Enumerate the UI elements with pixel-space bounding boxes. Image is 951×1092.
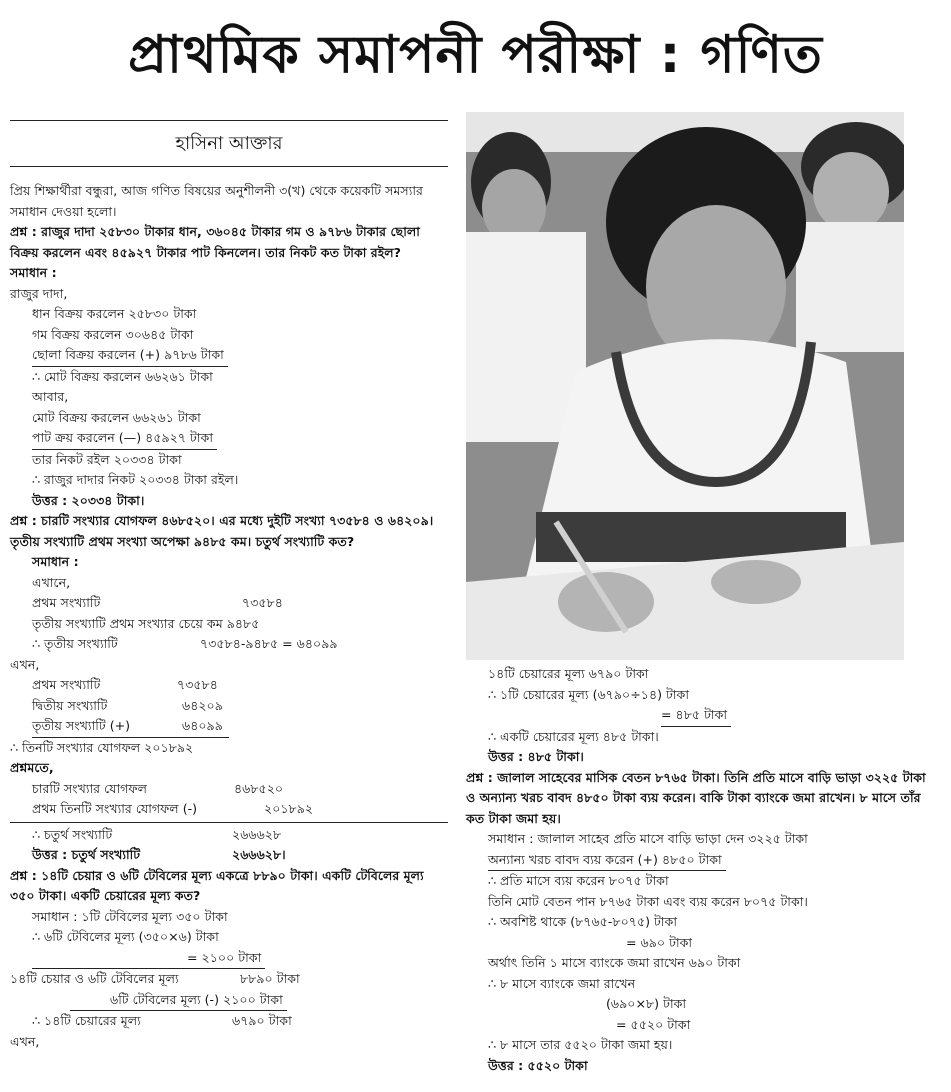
question-4: প্রশ্ন : জালাল সাহেবের মাসিক বেতন ৮৭৬৫ টাকা। তিনি প্রতি মাসে বাড়ি ভাড়া ৩২২৫ টাকা ও অন্যান্য খরচ বাবদ ৪৮৫০ টাকা ব্যয় করেন। বাকি টাকা ব্যাংকে জমা রাখেন। ৮ মাসে তাঁর কত টাকা জমা হয়।	[466, 769, 926, 826]
q2-line: প্রশ্নমতে,	[10, 760, 54, 775]
q2-label: ∴ চতুর্থ সংখ্যাটি	[32, 826, 113, 842]
q4-line: = ৬৯০ টাকা	[626, 934, 693, 950]
byline: হাসিনা আক্তার	[10, 121, 448, 167]
q2-value: ২০১৮৯২	[264, 801, 314, 816]
headline: প্রাথমিক সমাপনী পরীক্ষা : গণিত	[128, 25, 823, 85]
q4-line: ∴ ৮ মাসে ব্যাংকে জমা রাখেন	[488, 975, 636, 991]
q1-line: মোট বিক্রয় করলেন ৬৬২৬১ টাকা	[32, 409, 201, 425]
q3-line: = ২১০০ টাকা	[32, 948, 265, 970]
q1-answer: উত্তর : ২০৩৩৪ টাকা।	[32, 492, 145, 508]
q3-label: ∴ ১৪টি চেয়ারের মূল্য	[32, 1013, 141, 1028]
q2-value: ৭৩৫৮৪	[242, 595, 283, 610]
q2-label: ∴ তৃতীয় সংখ্যাটি	[32, 636, 118, 651]
r-line: = ৪৮৫ টাকা	[661, 705, 731, 727]
q2-label: দ্বিতীয় সংখ্যাটি	[32, 697, 108, 713]
q2-label: চারটি সংখ্যার যোগফল	[32, 780, 147, 796]
q1-line: ছোলা বিক্রয় করলেন (+) ৯৭৮৬ টাকা	[32, 345, 228, 367]
q1-line: তার নিকট রইল ২০৩৩৪ টাকা	[32, 451, 182, 467]
r-line: ∴ ১টি চেয়ারের মূল্য (৬৭৯০÷১৪) টাকা	[488, 686, 690, 702]
q1-line: ∴ রাজুর দাদার নিকট ২০৩৩৪ টাকা রইল।	[32, 472, 239, 487]
right-column	[466, 664, 936, 1076]
q2-value: ৭৩৫৮৪-৯৪৮৫ = ৬৪০৯৯	[200, 636, 338, 651]
q3-line: সমাধান : ১টি টেবিলের মূল্য ৩৫০ টাকা	[32, 908, 228, 924]
q4-line: ∴ অবশিষ্ট থাকে (৮৭৬৫-৮০৭৫) টাকা	[488, 914, 678, 929]
q1-line: ∴ মোট বিক্রয় করলেন ৬৬২৬১ টাকা	[32, 368, 213, 384]
q3-line: এখন,	[10, 1033, 40, 1049]
q2-value: ৬৪২০৯	[182, 697, 223, 713]
q1-solution-label: সমাধান :	[10, 265, 57, 280]
q2-solution-label: সমাধান :	[32, 554, 79, 569]
q2-answer-label: উত্তর : চতুর্থ সংখ্যাটি	[32, 847, 141, 862]
q4-line: সমাধান : জালাল সাহেব প্রতি মাসে বাড়ি ভাড়া দেন ৩২২৫ টাকা	[488, 831, 808, 846]
q2-line: তৃতীয় সংখ্যাটি প্রথম সংখ্যার চেয়ে কম ৯৪৮৫	[32, 615, 260, 631]
students-photo-illustration	[466, 112, 904, 660]
q1-line: ধান বিক্রয় করলেন ২৫৮৩০ টাকা	[32, 306, 197, 321]
r-answer: উত্তর : ৪৮৫ টাকা।	[488, 749, 584, 764]
left-column	[10, 120, 448, 1052]
q2-label: তৃতীয় সংখ্যাটি (+)	[32, 718, 131, 733]
q1-line: গম বিক্রয় করলেন ৩০৬৪৫ টাকা	[32, 326, 194, 342]
intro-text: প্রিয় শিক্ষার্থীরা বন্ধুরা, আজ গণিত বিষয়ের অনুশীলনী ৩(খ) থেকে কয়েকটি সমস্যার সমাধান দেওয়া হলো।	[10, 183, 423, 219]
q4-line: ∴ ৮ মাসে তার ৫৫২০ টাকা জমা হয়।	[488, 1037, 673, 1052]
q2-value: ৬৪০৯৯	[182, 718, 223, 733]
q3-label: ১৪টি চেয়ার ও ৬টি টেবিলের মূল্য	[10, 971, 179, 986]
q2-line: এখন,	[10, 656, 40, 672]
q2-value: ৭৩৫৮৪	[177, 677, 218, 692]
q2-value: ৪৬৮৫২০	[234, 780, 284, 796]
q1-line: রাজুর দাদা,	[10, 285, 68, 301]
q4-line: তিনি মোট বেতন পান ৮৭৬৫ টাকা এবং ব্যয় করেন ৮০৭৫ টাকা।	[488, 893, 808, 909]
q2-line: এখানে,	[32, 574, 71, 590]
q4-line: (৬৯০×৮) টাকা	[606, 996, 687, 1011]
q2-label: প্রথম সংখ্যাটি	[32, 677, 101, 692]
q1-line: আবার,	[32, 389, 69, 404]
q3-value: ৮৮৯০ টাকা	[240, 971, 300, 986]
q4-line: ∴ প্রতি মাসে ব্যয় করেন ৮০৭৫ টাকা	[488, 873, 669, 888]
q2-value: ২৬৬৬২৮	[232, 826, 282, 842]
q3-line: ∴ ৬টি টেবিলের মূল্য (৩৫০×৬) টাকা	[32, 929, 219, 944]
q2-label: প্রথম তিনটি সংখ্যার যোগফল (-)	[32, 801, 198, 816]
q2-rule	[10, 822, 448, 823]
q3-value: ৬৭৯০ টাকা	[232, 1013, 292, 1028]
q4-line: অন্যান্য খরচ বাবদ ব্যয় করেন (+) ৪৮৫০ টাকা	[488, 850, 726, 872]
q1-line: পাট ক্রয় করলেন (—) ৪৫৯২৭ টাকা	[32, 428, 217, 450]
question-1: প্রশ্ন : রাজুর দাদা ২৫৮৩০ টাকার ধান, ৩৬০৪৫ টাকার গম ও ৯৭৮৬ টাকার ছোলা বিক্রয় করলেন এবং ৪৫৯২৭ টাকার পাট কিনলেন। তার নিকট কত টাকা রইল?	[10, 224, 420, 260]
q2-answer-value: ২৬৬৬২৮।	[232, 847, 286, 862]
q2-line: ∴ তিনটি সংখ্যার যোগফল ২০১৮৯২	[10, 739, 194, 755]
q2-label: প্রথম সংখ্যাটি	[32, 595, 101, 610]
q3-line: ৬টি টেবিলের মূল্য (-) ২১০০ টাকা	[70, 990, 287, 1012]
r-line: ১৪টি চেয়ারের মূল্য ৬৭৯০ টাকা	[488, 666, 649, 681]
r-line: ∴ একটি চেয়ারের মূল্য ৪৮৫ টাকা।	[488, 728, 659, 744]
q4-line: অর্থাৎ তিনি ১ মাসে ব্যাংকে জমা রাখেন ৬৯০ টাকা	[488, 955, 741, 970]
q4-answer: উত্তর : ৫৫২০ টাকা	[488, 1057, 588, 1073]
students-photo	[466, 112, 904, 660]
question-3: প্রশ্ন : ১৪টি চেয়ার ও ৬টি টেবিলের মূল্য একত্রে ৮৮৯০ টাকা। একটি টেবিলের মূল্য ৩৫০ টাকা। একটি চেয়ারের মূল্য কত?	[10, 867, 424, 903]
question-2: প্রশ্ন : চারটি সংখ্যার যোগফল ৪৬৮৫২০। এর মধ্যে দুইটি সংখ্যা ৭৩৫৮৪ ও ৬৪২০৯। তৃতীয় সংখ্যাটি প্রথম সংখ্যা অপেক্ষা ৯৪৮৫ কম। চতুর্থ সংখ্যাটি কত?	[10, 513, 434, 549]
q4-line: = ৫৫২০ টাকা	[616, 1016, 691, 1032]
